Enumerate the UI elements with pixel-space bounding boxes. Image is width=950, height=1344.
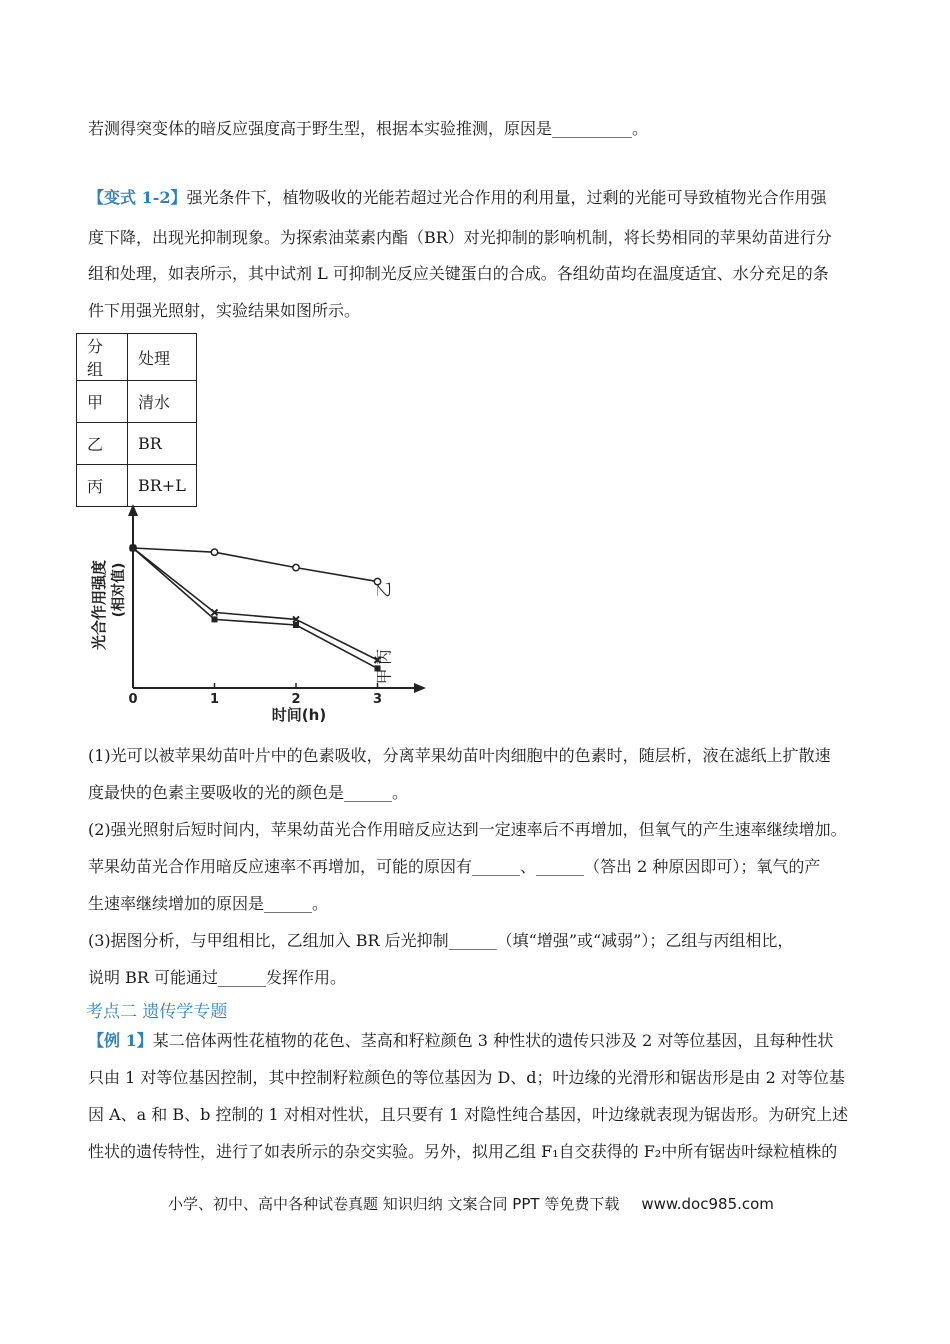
y-axis-label: 光合作用强度 [90,559,108,651]
text-line: 因 A、a 和 B、b 控制的 1 对相对性状，且只要有 1 对隐性纯合基因，叶边缘就表现为锯齿形。为研究上述 [88,1105,849,1124]
table-row [77,381,197,423]
data-point [212,616,218,622]
y-axis-sublabel: (相对值) [111,562,127,618]
series-line [133,548,378,660]
text-line: 组和处理，如表所示，其中试剂 L 可抑制光反应关键蛋白的合成。各组幼苗均在温度适宜、水分充足的条 [88,264,829,283]
text-line: 若测得突变体的暗反应强度高于野生型，根据本实验推测，原因是__________。 [88,119,649,138]
table-cell: BR+L [128,465,197,507]
x-axis-arrow [414,683,426,693]
x-axis-label: 时间(h) [271,706,327,724]
text-line: 件下用强光照射，实验结果如图所示。 [88,301,361,320]
x-tick-label: 1 [209,692,220,707]
chart-series [130,545,394,685]
data-point [211,549,217,555]
data-point [130,545,136,551]
x-tick-label: 3 [372,692,383,707]
data-point [293,564,299,570]
example-tag: 【例 1】 [88,1031,153,1050]
table-cell: 丙 [77,465,128,507]
series-line [133,548,378,668]
text-span: 强光条件下，植物吸收的光能若超过光合作用的利用量，过剩的光能可导致植物光合作用强 [186,188,827,207]
table-header-cell: 处理 [128,334,197,381]
data-point [293,622,299,628]
question-3-line: 说明 BR 可能通过______发挥作用。 [88,968,346,987]
question-2-line: 苹果幼苗光合作用暗反应速率不再增加，可能的原因有______、______（答出 2 种原因即可）；氧气的产 [88,857,821,876]
table-header-cell: 分组 [77,334,128,381]
page-footer [168,1193,774,1214]
question-1-line: 度最快的色素主要吸收的光的颜色是______。 [88,783,409,802]
series-label: 丙 [374,648,394,666]
variant-paragraph-line [88,188,827,208]
table-cell: BR [128,423,197,465]
text-line: 性状的遗传特性，进行了如表所示的杂交实验。另外，拟用乙组 F₁自交获得的 F₂中所有锯齿叶绿粒植株的 [88,1142,838,1161]
y-axis-arrow [128,504,138,516]
question-1-line: (1)光可以被苹果幼苗叶片中的色素吸收，分离苹果幼苗叶肉细胞中的色素时，随层析，液在滤纸上扩散速 [88,746,831,765]
section-heading: 考点二 遗传学专题 [86,1002,228,1022]
question-2-line: (2)强光照射后短时间内，苹果幼苗光合作用暗反应达到一定速率后不再增加，但氧气的产生速率继续增加。 [88,820,847,839]
text-span: 某二倍体两性花植物的花色、茎高和籽粒颜色 3 种性状的遗传只涉及 2 对等位基因，且每种性状 [152,1031,834,1050]
footer-url: www.doc985.com [641,1195,774,1213]
series-label: 乙 [374,581,394,598]
example-paragraph-line [88,1031,833,1051]
series-label: 甲 [374,668,394,685]
question-3-line: (3)据图分析，与甲组相比，乙组加入 BR 后光抑制______（填“增强”或“减弱”）；乙组与丙组相比， [88,931,794,950]
line-chart [80,500,440,730]
table-cell: 甲 [77,381,128,423]
footer-text: 小学、初中、高中各种试卷真题 知识归纳 文案合同 PPT 等免费下载 [168,1195,620,1213]
text-line: 只由 1 对等位基因控制，其中控制籽粒颜色的等位基因为 D、d；叶边缘的光滑形和锯齿形是由 2 对等位基 [88,1068,845,1087]
variant-tag: 【变式 1-2】 [88,188,187,207]
text-line: 度下降，出现光抑制现象。为探索油菜素内酯（BR）对光抑制的影响机制，将长势相同的苹果幼苗进行分 [88,228,832,247]
table-cell: 清水 [128,381,197,423]
x-tick-label: 0 [128,692,138,707]
table-header-row [77,334,197,381]
table-row [77,423,197,465]
table-cell: 乙 [77,423,128,465]
x-tick-label: 2 [291,692,301,707]
question-2-line: 生速率继续增加的原因是______。 [88,894,329,913]
treatment-table [76,333,197,507]
